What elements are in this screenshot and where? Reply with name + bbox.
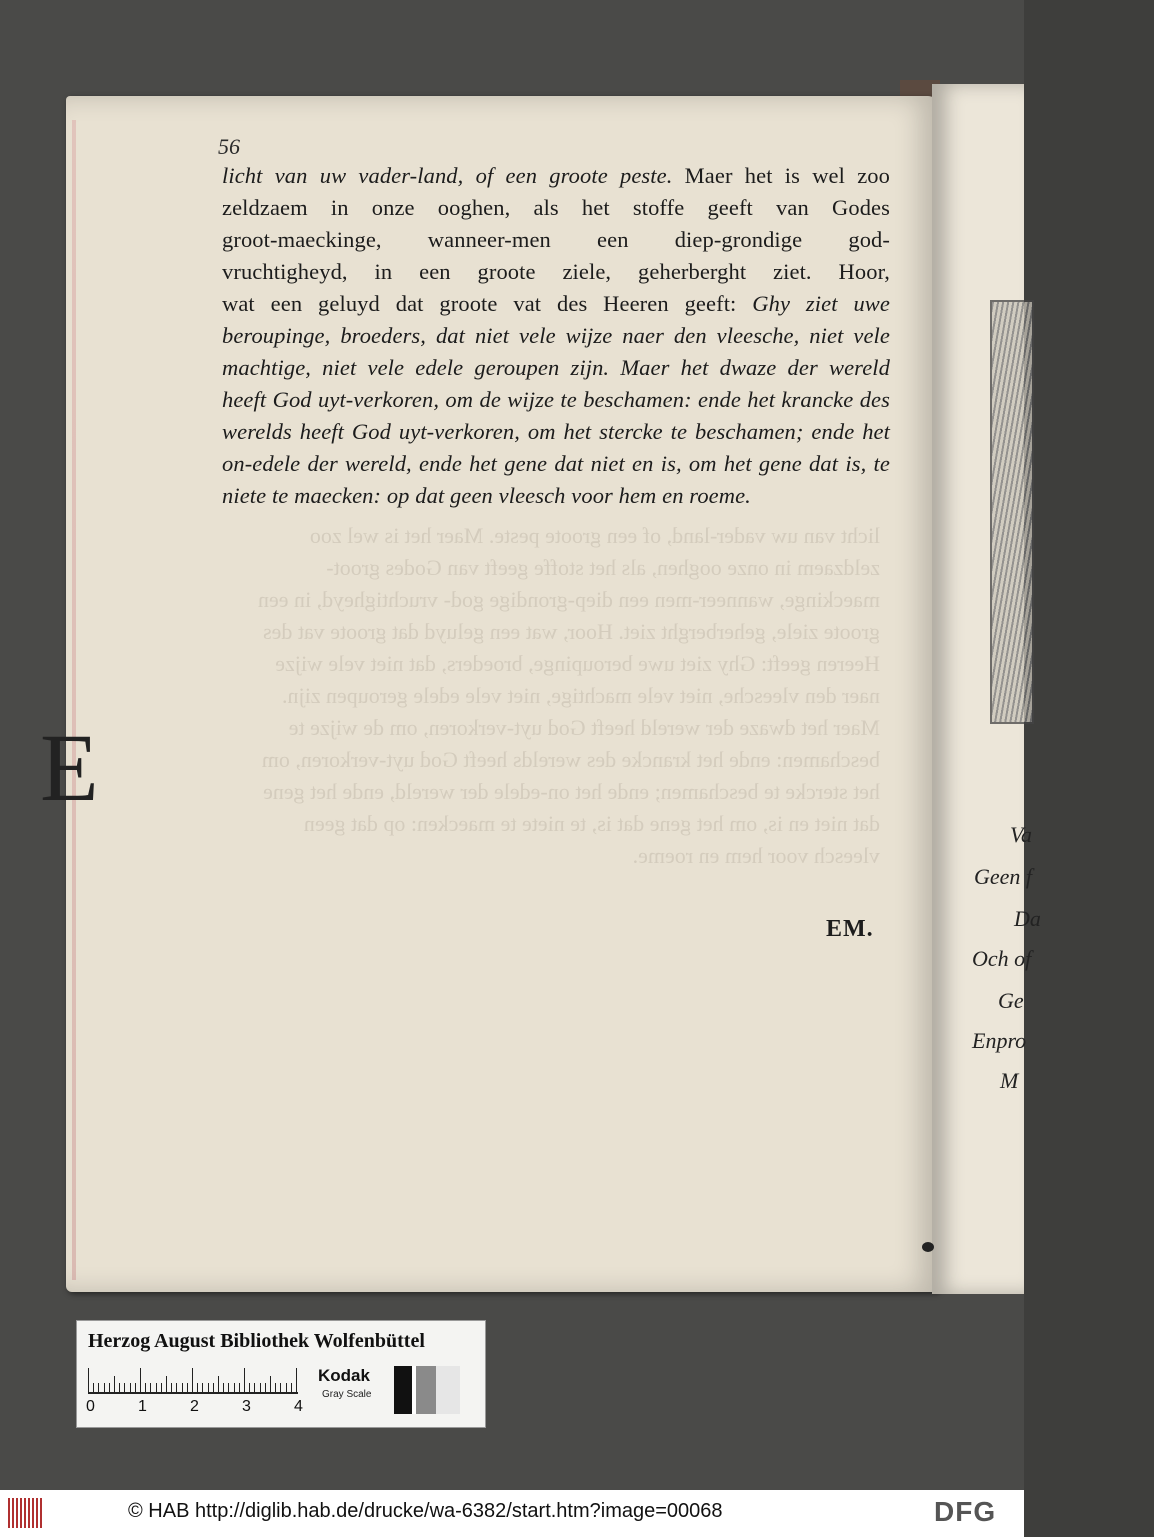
text-segment: niete te maecken: op dat geen vleesch voor hem en roeme. xyxy=(222,483,751,508)
text-line xyxy=(222,320,890,352)
ruler-number: 0 xyxy=(86,1398,95,1415)
text-segment: Ghy ziet uwe xyxy=(752,291,890,316)
text-segment: vruchtigheyd, in een groote ziele, geherberght ziet. Hoor, xyxy=(222,259,890,284)
ruler-tick xyxy=(291,1383,292,1392)
ink-blot xyxy=(922,1242,934,1252)
ruler-tick xyxy=(265,1383,266,1392)
ruler-tick xyxy=(254,1383,255,1392)
text-line xyxy=(222,224,890,256)
catchword: EM. xyxy=(826,916,874,942)
ruler-tick xyxy=(249,1383,250,1392)
ruler-tick xyxy=(197,1383,198,1392)
ruler-tick xyxy=(234,1383,235,1392)
ruler-tick xyxy=(119,1383,120,1392)
bleed-through: licht van uw vader-land, of een groote peste. Maer het is wel zoo zeldzaem in onze ooghen, als het stoffe geeft van Godes groot-maeckinge, wanneer-men een diep-grondige god- vruchtigheyd, in een groote ziele, geherberght ziet. Hoor, wat een geluyd dat groote vat des Heeren geeft: Ghy ziet uwe beroupinge, broeders, dat niet vele wijze naer den vleesche, niet vele machtige, niet vele edele geroupen zijn. Maer het dwaze der wereld heeft God uyt-verkoren, om de wijze te beschamen: ende het krancke des werelds heeft God uyt-verkoren, om het stercke te beschamen; ende het on-edele der wereld, ende het gene dat niet en is, om het gene dat is, te niete te maecken: op dat geen vleesch voor hem en roeme. xyxy=(257,523,880,868)
ruler-tick xyxy=(145,1383,146,1392)
ruler-tick xyxy=(213,1383,214,1392)
text-segment: machtige, niet vele edele geroupen zijn. xyxy=(222,355,610,380)
ruler-tick xyxy=(286,1383,287,1392)
ruler-tick xyxy=(218,1376,219,1392)
ruler-tick xyxy=(130,1383,131,1392)
text-line xyxy=(222,416,890,448)
kodak-gray-scale-label: Gray Scale xyxy=(322,1389,372,1400)
ruler-tick xyxy=(296,1368,297,1392)
ruler-tick xyxy=(192,1368,193,1392)
gray-swatch xyxy=(416,1366,436,1414)
text-segment: wat een geluyd dat groote vat des Heeren geeft: xyxy=(222,291,753,316)
ruler-tick xyxy=(114,1376,115,1392)
text-line xyxy=(222,192,890,224)
ruler-number: 1 xyxy=(138,1398,147,1415)
library-name: Herzog August Bibliothek Wolfenbüttel xyxy=(88,1330,425,1352)
text-segment: groot-maeckinge, wanneer-men een diep-grondige god- xyxy=(222,227,890,252)
barcode-icon xyxy=(8,1498,44,1528)
footer-citation[interactable]: © HAB http://diglib.hab.de/drucke/wa-6382/start.htm?image=00068 xyxy=(128,1500,723,1522)
ruler-tick xyxy=(275,1383,276,1392)
scale-ruler xyxy=(88,1364,298,1394)
ruler-tick xyxy=(239,1383,240,1392)
dfg-logo: DFG xyxy=(934,1496,997,1527)
text-line xyxy=(222,160,890,192)
gray-swatch xyxy=(436,1366,460,1414)
page-edge xyxy=(72,120,76,1280)
ruler-tick xyxy=(280,1383,281,1392)
page-body-text xyxy=(222,160,890,512)
text-segment: beroupinge, broeders, dat niet vele wijze naer den vleesche, niet vele xyxy=(222,323,890,348)
text-segment: Maer het dwaze der wereld xyxy=(609,355,890,380)
facing-page-engraving xyxy=(990,300,1034,724)
text-line xyxy=(222,448,890,480)
facing-page-fragment: M xyxy=(1000,1068,1019,1093)
ruler-tick xyxy=(270,1376,271,1392)
ruler-tick xyxy=(228,1383,229,1392)
facing-page-initial: E xyxy=(40,714,99,821)
ruler-tick xyxy=(176,1383,177,1392)
text-line xyxy=(222,384,890,416)
ruler-tick xyxy=(98,1383,99,1392)
text-line xyxy=(222,288,890,320)
text-line xyxy=(222,256,890,288)
ruler-tick xyxy=(208,1383,209,1392)
ruler-tick xyxy=(182,1383,183,1392)
text-segment: on-edele der wereld, ende het gene dat niet en is, om het gene dat is, te xyxy=(222,451,890,476)
ruler-number: 3 xyxy=(242,1398,251,1415)
kodak-brand: Kodak xyxy=(318,1366,370,1385)
gray-swatch xyxy=(394,1366,412,1414)
ruler-tick xyxy=(223,1383,224,1392)
ruler-tick xyxy=(150,1383,151,1392)
ruler-tick xyxy=(161,1383,162,1392)
ruler-tick xyxy=(124,1383,125,1392)
text-segment: werelds heeft God uyt-verkoren, om het stercke te beschamen; ende het xyxy=(222,419,890,444)
facing-page-fragment: Ge xyxy=(998,988,1024,1013)
ruler-tick xyxy=(202,1383,203,1392)
facing-page-fragment: Enpro xyxy=(972,1028,1027,1053)
text-segment: licht van uw vader-land, of een groote peste. xyxy=(222,163,673,188)
facing-page-fragment: Geen f xyxy=(974,864,1033,889)
ruler-number: 2 xyxy=(190,1398,199,1415)
ruler-tick xyxy=(104,1383,105,1392)
page-number: 56 xyxy=(218,134,240,159)
ruler-tick xyxy=(166,1376,167,1392)
ruler-tick xyxy=(260,1383,261,1392)
ruler-tick xyxy=(88,1368,89,1392)
text-segment: zeldzaem in onze ooghen, als het stoffe geeft van Godes xyxy=(222,195,890,220)
ruler-tick xyxy=(244,1368,245,1392)
ruler-tick xyxy=(140,1368,141,1392)
ruler-tick xyxy=(109,1383,110,1392)
ruler-tick xyxy=(135,1383,136,1392)
text-line xyxy=(222,352,890,384)
ruler-tick xyxy=(93,1383,94,1392)
text-line xyxy=(222,480,890,512)
ruler-tick xyxy=(187,1383,188,1392)
facing-page-fragment: Va xyxy=(1010,822,1032,847)
facing-page-fragment: Da xyxy=(1014,906,1041,931)
text-segment: heeft God uyt-verkoren, om de wijze te beschamen: ende het krancke des xyxy=(222,387,890,412)
ruler-tick xyxy=(171,1383,172,1392)
facing-page-fragment: Och of xyxy=(972,946,1032,971)
ruler-number: 4 xyxy=(294,1398,303,1415)
ruler-tick xyxy=(156,1383,157,1392)
text-segment: Maer het is wel zoo xyxy=(672,163,890,188)
